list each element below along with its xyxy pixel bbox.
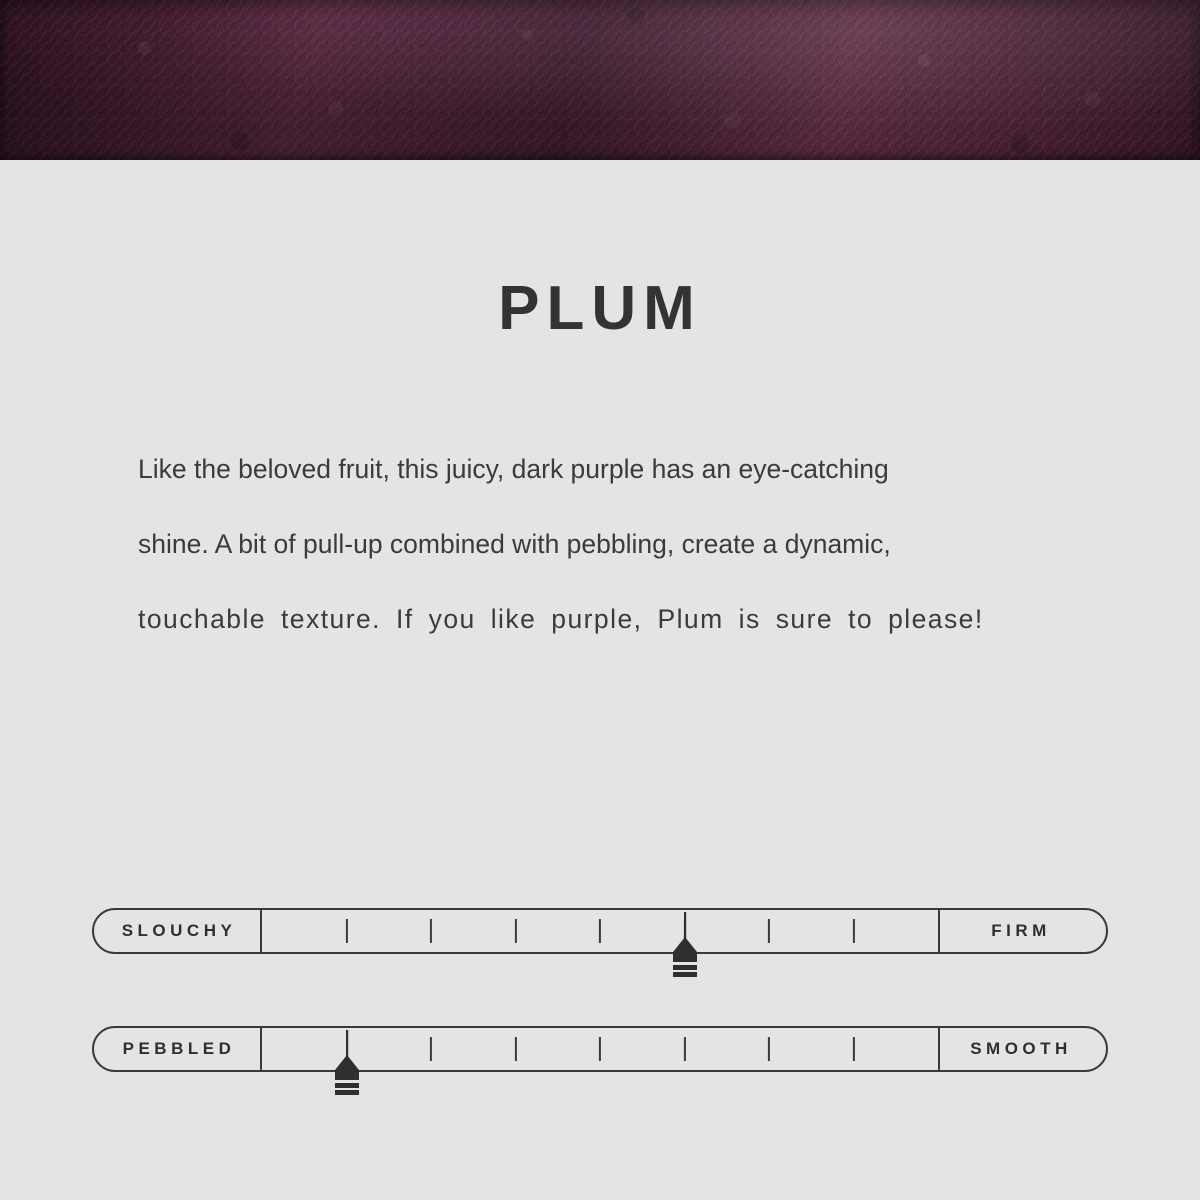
scale-tick [683, 1037, 685, 1061]
scale-tick [430, 919, 432, 943]
leather-grain-overlay [0, 0, 1200, 160]
scale-tick [430, 1037, 432, 1061]
scale-tick [768, 1037, 770, 1061]
scale-structure-right-label: FIRM [938, 910, 1106, 952]
scale-texture-marker[interactable] [325, 1030, 369, 1096]
footer-spacer [0, 1110, 1200, 1200]
scale-tick [768, 919, 770, 943]
scale-texture-left-label: PEBBLED [94, 1028, 262, 1070]
scale-tick [683, 919, 685, 943]
scale-structure-left-label: SLOUCHY [94, 910, 262, 952]
scale-tick [514, 919, 516, 943]
scale-structure[interactable] [92, 908, 1108, 954]
leather-swatch-image [0, 0, 1200, 160]
page-title: PLUM [498, 274, 702, 343]
scale-texture[interactable] [92, 1026, 1108, 1072]
description-line-3: touchable texture. If you like purple, Plum is sure to please! [138, 604, 984, 634]
description-block [138, 432, 1062, 657]
scale-tick [345, 919, 347, 943]
scale-tick [852, 919, 854, 943]
scale-texture-right-label: SMOOTH [938, 1028, 1106, 1070]
description-line-2: shine. A bit of pull-up combined with pebbling, create a dynamic, [138, 529, 891, 559]
scale-tick [599, 1037, 601, 1061]
scale-tick [852, 1037, 854, 1061]
scale-tick [514, 1037, 516, 1061]
scale-texture-track[interactable] [262, 1028, 938, 1070]
scale-structure-track[interactable] [262, 910, 938, 952]
leather-sheen-overlay [0, 0, 1200, 160]
description-line-1: Like the beloved fruit, this juicy, dark purple has an eye-catching [138, 454, 889, 484]
scale-tick [599, 919, 601, 943]
